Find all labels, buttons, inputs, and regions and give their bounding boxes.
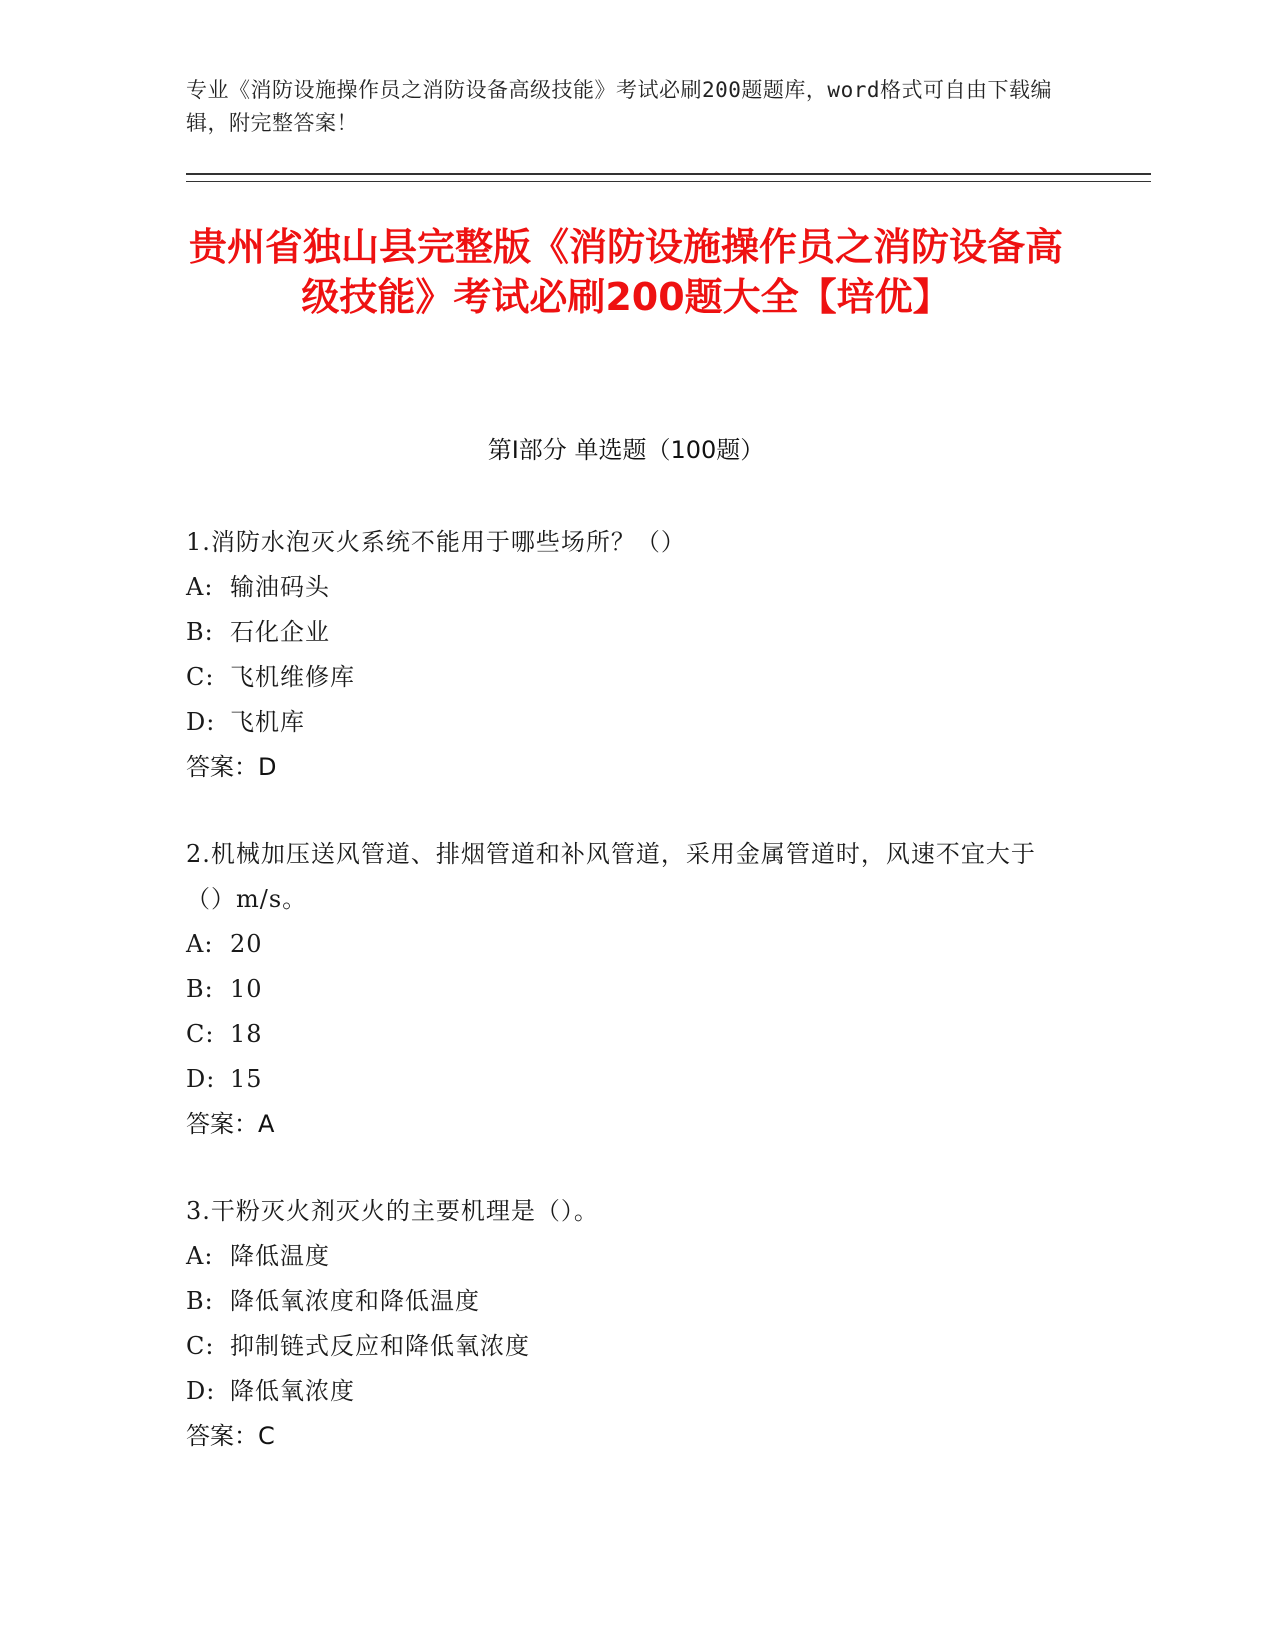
option-text: 降低氧浓度和降低温度	[230, 1287, 480, 1315]
option-key: D:	[186, 708, 216, 736]
option-key: B:	[186, 1287, 214, 1315]
question-stem: 2.机械加压送风管道、排烟管道和补风管道，采用金属管道时，风速不宜大于（）m/s。	[186, 840, 1036, 913]
option-text: 降低氧浓度	[230, 1377, 355, 1405]
option-d	[186, 1369, 1056, 1414]
option-key: B:	[186, 975, 214, 1003]
document-title: 贵州省独山县完整版《消防设施操作员之消防设备高级技能》考试必刷200题大全【培优】	[188, 225, 1063, 319]
option-b	[186, 1279, 1056, 1324]
option-text: 石化企业	[230, 618, 330, 646]
answer-line: 答案：A	[186, 1110, 275, 1138]
option-key: C:	[186, 663, 215, 691]
option-key: C:	[186, 1020, 215, 1048]
option-c	[186, 1324, 1056, 1369]
header-note: 专业《消防设施操作员之消防设备高级技能》考试必刷200题题库，word格式可自由下载编辑，附完整答案！	[186, 78, 1052, 135]
question-item	[186, 520, 1056, 790]
header-divider-top	[186, 173, 1151, 175]
answer-line: 答案：C	[186, 1422, 275, 1450]
question-stem: 1.消防水泡灭火系统不能用于哪些场所？（）	[186, 528, 686, 556]
option-text: 飞机维修库	[230, 663, 355, 691]
option-text: 降低温度	[230, 1242, 330, 1270]
option-key: B:	[186, 618, 214, 646]
option-text: 输油码头	[230, 573, 330, 601]
answer-line: 答案：D	[186, 753, 277, 781]
option-text: 飞机库	[230, 708, 305, 736]
section-heading: 第I部分 单选题（100题）	[487, 436, 765, 464]
option-text: 15	[230, 1065, 263, 1093]
option-key: A:	[186, 573, 214, 601]
option-c	[186, 655, 1056, 700]
question-item	[186, 1189, 1056, 1459]
option-text: 10	[230, 975, 263, 1003]
question-stem: 3.干粉灭火剂灭火的主要机理是（）。	[186, 1197, 599, 1225]
option-b	[186, 610, 1056, 655]
question-item	[186, 832, 1056, 1147]
question-list	[186, 520, 1056, 1501]
option-key: C:	[186, 1332, 215, 1360]
option-text: 18	[230, 1020, 263, 1048]
option-a	[186, 565, 1056, 610]
option-key: A:	[186, 930, 214, 958]
option-b	[186, 967, 1056, 1012]
option-text: 20	[230, 930, 263, 958]
option-d	[186, 1057, 1056, 1102]
option-a	[186, 1234, 1056, 1279]
option-key: A:	[186, 1242, 214, 1270]
option-a	[186, 922, 1056, 967]
option-c	[186, 1012, 1056, 1057]
option-d	[186, 700, 1056, 745]
option-key: D:	[186, 1377, 216, 1405]
option-key: D:	[186, 1065, 216, 1093]
option-text: 抑制链式反应和降低氧浓度	[230, 1332, 530, 1360]
header-divider-bottom	[186, 181, 1151, 182]
